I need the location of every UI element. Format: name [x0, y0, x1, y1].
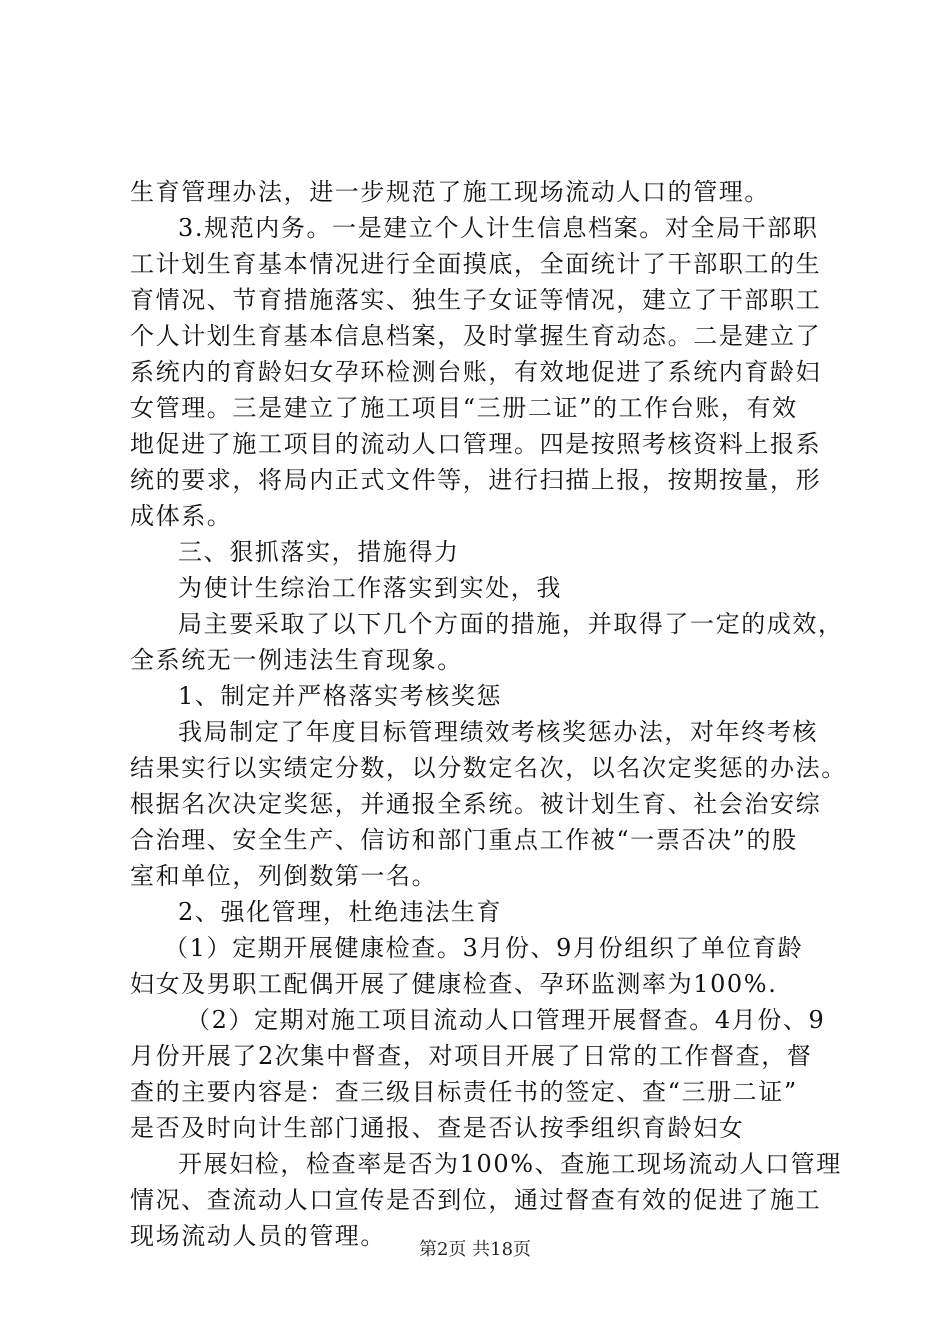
text-line: 妇女及男职工配偶开展了健康检查、孕环监测率为100%. — [130, 970, 778, 998]
subsection-heading: 1、制定并严格落实考核奖惩 — [178, 682, 503, 710]
text-line: 开展妇检，检查率是否为100%、查施工现场流动人口管理 — [178, 1150, 842, 1178]
text-line: 成体系。 — [130, 502, 233, 530]
text-line: 现场流动人员的管理。 — [130, 1222, 386, 1250]
text-line: （2）定期对施工项目流动人口管理开展督查。4月份、9 — [186, 1006, 826, 1034]
page-number-footer: 第2页 共18页 — [418, 1239, 532, 1260]
text-line: 室和单位，列倒数第一名。 — [130, 862, 438, 890]
text-line: （1）定期开展健康检查。3月份、9月份组织了单位育龄 — [164, 934, 804, 962]
text-line: 全系统无一例违法生育现象。 — [130, 646, 463, 674]
text-line: 育情况、节育措施落实、独生子女证等情况，建立了干部职工 — [130, 286, 822, 314]
text-line: 女管理。三是建立了施工项目“三册二证”的工作台账，有效 — [130, 394, 798, 422]
text-line: 我局制定了年度目标管理绩效考核奖惩办法，对年终考核 — [178, 718, 818, 746]
section-heading: 三、狠抓落实，措施得力 — [178, 538, 460, 566]
text-line: 个人计划生育基本信息档案，及时掌握生育动态。二是建立了 — [130, 322, 822, 350]
text-line: 合治理、安全生产、信访和部门重点工作被“一票否决”的股 — [130, 826, 798, 854]
text-line: 统的要求，将局内正式文件等，进行扫描上报，按期按量，形 — [130, 466, 822, 494]
text-line: 工计划生育基本情况进行全面摸底，全面统计了干部职工的生 — [130, 250, 822, 278]
text-line: 查的主要内容是：查三级目标责任书的签定、查“三册二证” — [130, 1078, 798, 1106]
text-line: 月份开展了2次集中督查，对项目开展了日常的工作督查，督 — [130, 1042, 813, 1070]
text-line: 根据名次决定奖惩，并通报全系统。被计划生育、社会治安综 — [130, 790, 822, 818]
text-line: 局主要采取了以下几个方面的措施，并取得了一定的成效， — [178, 610, 844, 638]
text-line: 结果实行以实绩定分数，以分数定名次，以名次定奖惩的办法。 — [130, 754, 847, 782]
text-line: 3.规范内务。一是建立个人计生信息档案。对全局干部职 — [178, 214, 819, 242]
text-line: 是否及时向计生部门通报、查是否认按季组织育龄妇女 — [130, 1114, 745, 1142]
text-line: 生育管理办法，进一步规范了施工现场流动人口的管理。 — [130, 178, 770, 206]
text-line: 情况、查流动人口宣传是否到位，通过督查有效的促进了施工 — [130, 1186, 822, 1214]
text-line: 为使计生综治工作落实到实处，我 — [178, 574, 562, 602]
text-line: 系统内的育龄妇女孕环检测台账，有效地促进了系统内育龄妇 — [130, 358, 822, 386]
subsection-heading: 2、强化管理，杜绝违法生育 — [178, 898, 503, 926]
text-line: 地促进了施工项目的流动人口管理。四是按照考核资料上报系 — [130, 430, 822, 458]
